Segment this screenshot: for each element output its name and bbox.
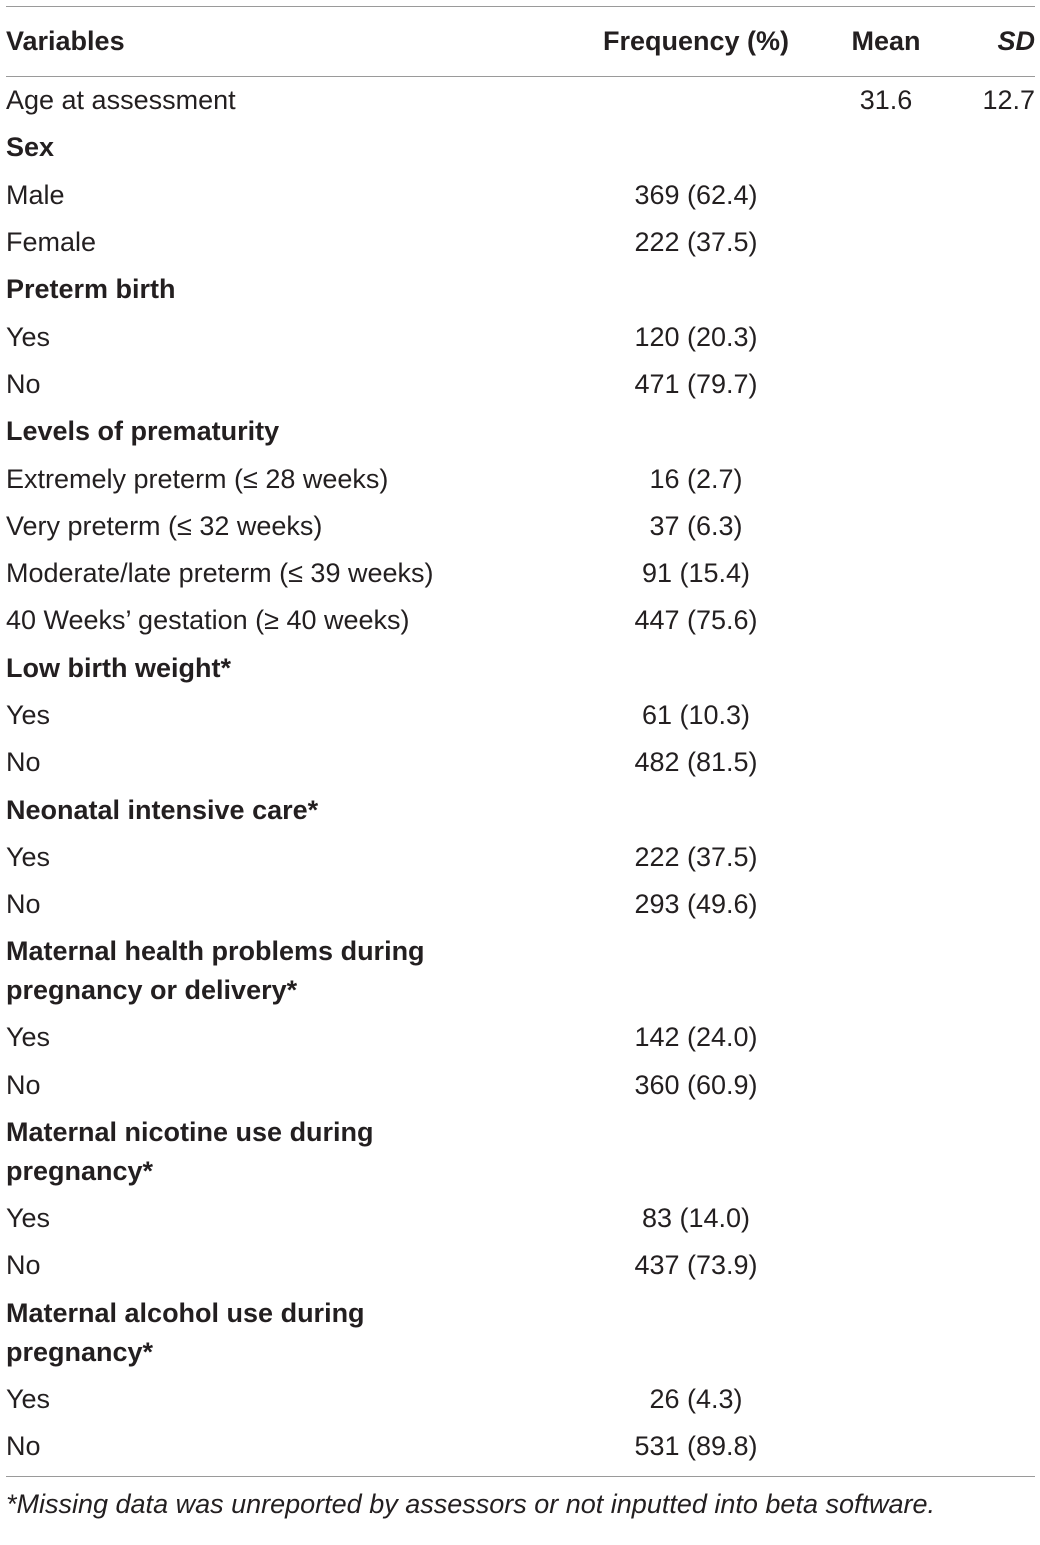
table-footnote: *Missing data was unreported by assessors or not inputted into beta software. [6, 1489, 936, 1520]
row-variable-cell: No [6, 1430, 41, 1461]
row-variable-cell: Age at assessment [6, 85, 236, 116]
row-variable-cell: Extremely preterm (≤ 28 weeks) [6, 463, 389, 494]
row-variable-cell: No [6, 747, 41, 778]
table-row [6, 597, 1035, 644]
table-header-row [6, 7, 1035, 76]
row-frequency-cell: 222 (37.5) [634, 227, 758, 258]
table-row [6, 1062, 1035, 1109]
row-variable-cell: Yes [6, 321, 51, 352]
table-row [6, 455, 1035, 502]
row-frequency-cell: 120 (20.3) [634, 321, 758, 352]
row-frequency-cell: 360 (60.9) [634, 1069, 758, 1100]
row-variable-cell: Yes [6, 1022, 51, 1053]
header-sd: SD [997, 26, 1035, 56]
row-variable-cell: Levels of prematurity [6, 416, 280, 447]
row-frequency-cell: 531 (89.8) [634, 1430, 758, 1461]
table-row [6, 219, 1035, 266]
row-variable-cell: No [6, 889, 41, 920]
table-section-heading-row [6, 1290, 1035, 1376]
row-variable-cell: Yes [6, 1203, 51, 1234]
row-variable-cell: Low birth weight* [6, 652, 231, 683]
row-variable-cell: Sex [6, 132, 55, 163]
row-variable-cell: Yes [6, 841, 51, 872]
row-sd-cell: 12.7 [982, 85, 1035, 116]
row-variable-cell: Male [6, 179, 65, 210]
table-row [6, 834, 1035, 881]
row-variable-cell: No [6, 1069, 41, 1100]
table-row [6, 172, 1035, 219]
row-frequency-cell: 142 (24.0) [634, 1022, 758, 1053]
header-frequency: Frequency (%) [602, 26, 790, 56]
row-frequency-cell: 26 (4.3) [649, 1383, 743, 1414]
row-variable-cell: Moderate/late preterm (≤ 39 weeks) [6, 558, 434, 589]
row-frequency-cell: 16 (2.7) [649, 463, 743, 494]
table-row [6, 1376, 1035, 1423]
data-table [6, 6, 1035, 1523]
row-variable-cell: Very preterm (≤ 32 weeks) [6, 510, 323, 541]
table-body [6, 77, 1035, 1470]
row-variable-cell: Maternal nicotine use during pregnancy* [6, 1116, 374, 1186]
table-row [6, 361, 1035, 408]
table-section-heading-row [6, 266, 1035, 313]
table-row [6, 550, 1035, 597]
row-variable-cell: Preterm birth [6, 274, 176, 305]
row-variable-cell: No [6, 1250, 41, 1281]
row-variable-cell: Maternal health problems during pregnancy or delivery* [6, 936, 425, 1006]
table-row [6, 313, 1035, 360]
row-mean-cell: 31.6 [859, 85, 913, 116]
row-variable-cell: Yes [6, 1383, 51, 1414]
table-section-heading-row [6, 645, 1035, 692]
table-bottom-rule [6, 1476, 1035, 1477]
table-section-heading-row [6, 1109, 1035, 1195]
header-mean: Mean [851, 26, 921, 56]
row-frequency-cell: 482 (81.5) [634, 747, 758, 778]
row-frequency-cell: 437 (73.9) [634, 1250, 758, 1281]
table-row [6, 1014, 1035, 1061]
row-frequency-cell: 447 (75.6) [634, 605, 758, 636]
row-variable-cell: Maternal alcohol use during pregnancy* [6, 1297, 365, 1367]
table-section-heading-row [6, 928, 1035, 1014]
table-row [6, 1423, 1035, 1470]
table-row [6, 881, 1035, 928]
row-variable-cell: Yes [6, 700, 51, 730]
header-variables: Variables [6, 26, 125, 56]
table-row [6, 503, 1035, 550]
row-variable-cell: Female [6, 227, 97, 258]
row-frequency-cell: 61 (10.3) [641, 700, 751, 730]
row-variable-cell: No [6, 368, 41, 399]
table-row [6, 692, 1035, 739]
table-row [6, 739, 1035, 786]
row-frequency-cell: 222 (37.5) [634, 841, 758, 872]
table-row [6, 1195, 1035, 1242]
row-frequency-cell: 471 (79.7) [634, 368, 758, 399]
table-row [6, 1242, 1035, 1289]
row-frequency-cell: 83 (14.0) [641, 1203, 751, 1234]
row-frequency-cell: 369 (62.4) [634, 179, 758, 210]
row-variable-cell: Neonatal intensive care* [6, 794, 319, 825]
table-section-heading-row [6, 124, 1035, 171]
row-frequency-cell: 293 (49.6) [634, 889, 758, 920]
table-row [6, 77, 1035, 124]
table-section-heading-row [6, 408, 1035, 455]
row-frequency-cell: 37 (6.3) [649, 510, 743, 541]
row-variable-cell: 40 Weeks’ gestation (≥ 40 weeks) [6, 605, 410, 636]
table-section-heading-row [6, 786, 1035, 833]
row-frequency-cell: 91 (15.4) [641, 558, 751, 589]
